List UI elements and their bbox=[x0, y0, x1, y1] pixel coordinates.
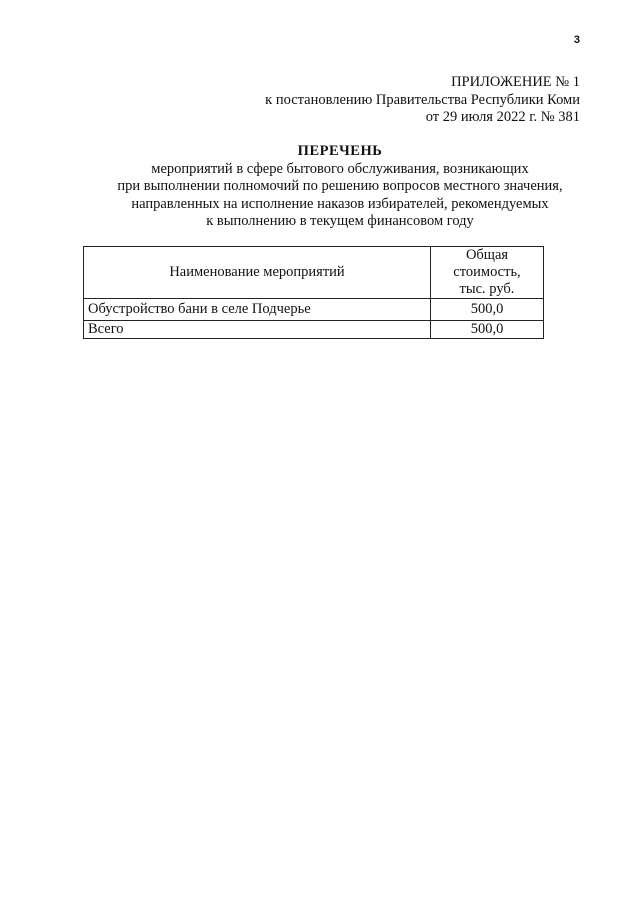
appendix-number: ПРИЛОЖЕНИЕ № 1 bbox=[451, 74, 580, 90]
page-number: 3 bbox=[573, 34, 580, 46]
header-cost-line: Общая bbox=[465, 247, 509, 263]
header-name: Наименование мероприятий bbox=[84, 247, 431, 299]
table-total-row bbox=[84, 321, 544, 339]
row-cost: 500,0 bbox=[431, 299, 544, 321]
appendix-header bbox=[265, 74, 580, 127]
title-line: направленных на исполнение наказов избирателей, рекомендуемых bbox=[131, 195, 549, 212]
title-line: при выполнении полномочий по решению вопросов местного значения, bbox=[117, 178, 563, 194]
total-label: Всего bbox=[84, 321, 431, 339]
document-title bbox=[70, 143, 610, 231]
row-name: Обустройство бани в селе Подчерье bbox=[84, 299, 431, 321]
total-cost: 500,0 bbox=[431, 321, 544, 339]
header-cost-line: тыс. руб. bbox=[459, 281, 515, 297]
activities-table bbox=[83, 246, 544, 339]
title-heading: ПЕРЕЧЕНЬ bbox=[297, 143, 383, 159]
title-line: к выполнению в текущем финансовом году bbox=[206, 213, 474, 229]
table-row bbox=[84, 299, 544, 321]
appendix-reference: к постановлению Правительства Республики Коми bbox=[265, 91, 580, 108]
header-cost bbox=[431, 247, 544, 299]
table-header-row bbox=[84, 247, 544, 299]
header-cost-line: стоимость, bbox=[453, 264, 521, 280]
title-line: мероприятий в сфере бытового обслуживания, возникающих bbox=[151, 160, 529, 177]
appendix-date: от 29 июля 2022 г. № 381 bbox=[425, 109, 580, 125]
